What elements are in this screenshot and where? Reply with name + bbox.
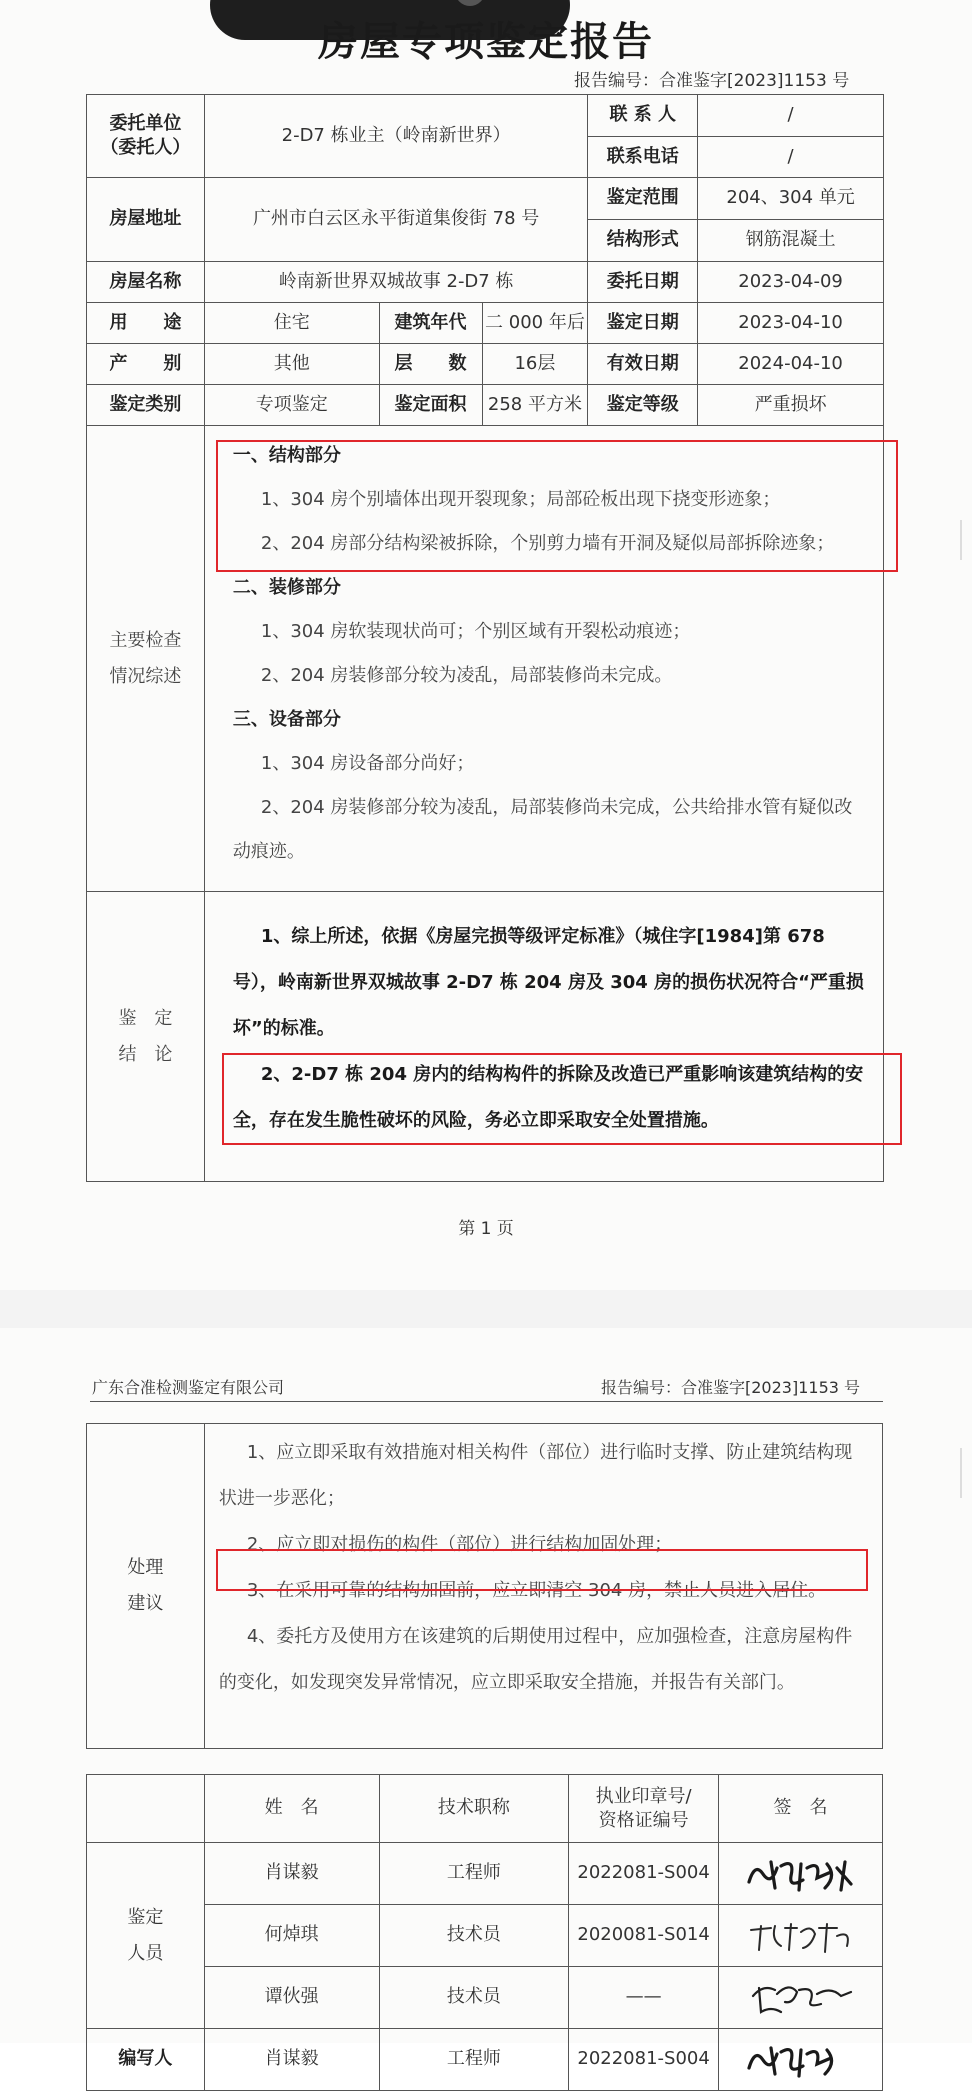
- staff-title: 工程师: [379, 1843, 569, 1905]
- inspection-item: 1、304 房设备部分尚好；: [260, 753, 475, 774]
- address-label: 房屋地址: [87, 178, 205, 262]
- staff-cert: ——: [569, 1967, 719, 2029]
- use-value: 住宅: [204, 303, 379, 344]
- type-label: 鉴定类别: [87, 385, 205, 426]
- header-name: 姓 名: [204, 1775, 379, 1843]
- staff-cert: 2022081-S004: [569, 2029, 719, 2091]
- highlight-box-advice: [216, 1549, 868, 1591]
- signature-cell: [719, 1843, 883, 1905]
- report-number: 报告编号：合准鉴字[2023]1153 号: [574, 71, 850, 91]
- inspection-heading-equipment: 三、设备部分: [232, 709, 341, 730]
- basic-info-table: [86, 94, 884, 1182]
- staff-title: 工程师: [379, 2029, 569, 2091]
- scope-value: 204、304 单元: [698, 178, 884, 220]
- scan-edge: [960, 520, 962, 560]
- writer-group-label: 编写人: [87, 2029, 205, 2091]
- header-cert: 执业印章号/ 资格证编号: [569, 1775, 719, 1843]
- phone-label: 联系电话: [588, 137, 698, 178]
- advice-item: 1、应立即采取有效措施对相关构件（部位）进行临时支撑、防止建筑结构现状进一步恶化；: [218, 1442, 853, 1509]
- report-number-2: 报告编号：合准鉴字[2023]1153 号: [601, 1378, 861, 1397]
- overlay-dot: [455, 0, 485, 6]
- header-signature: 签 名: [719, 1775, 883, 1843]
- floors-label: 层 数: [379, 344, 482, 385]
- advice-label: 处理 建议: [87, 1424, 205, 1749]
- entrust-date-value: 2023-04-09: [698, 262, 884, 303]
- advice-item: 2、应立即对损伤的构件（部位）进行结构加固处理；: [246, 1534, 673, 1555]
- inspection-item: 1、304 房个别墙体出现开裂现象；局部砼板出现下挠变形迹象；: [260, 489, 781, 510]
- contact-value: /: [698, 95, 884, 137]
- signature-cell: [719, 1905, 883, 1967]
- grade-label: 鉴定等级: [588, 385, 698, 426]
- staff-name: 谭伙强: [204, 1967, 379, 2029]
- inspection-label: 主要检查 情况综述: [87, 426, 205, 892]
- inspection-item: 2、204 房装修部分较为凌乱，局部装修尚未完成，公共给排水管有疑似改动痕迹。: [232, 797, 853, 862]
- staff-table: [86, 1774, 883, 2091]
- signature-icon: [741, 1976, 861, 2020]
- floors-value: 16层: [482, 344, 588, 385]
- scope-label: 鉴定范围: [588, 178, 698, 220]
- valid-date-value: 2024-04-10: [698, 344, 884, 385]
- page-number: 第 1 页: [458, 1219, 514, 1239]
- advice-item: 4、委托方及使用方在该建筑的后期使用过程中，应加强检查，注意房屋构件的变化，如发现突发异常情况，应立即采取安全措施，并报告有关部门。: [218, 1626, 853, 1693]
- entrust-date-label: 委托日期: [588, 262, 698, 303]
- signature-cell: [719, 2029, 883, 2091]
- inspection-heading-decoration: 二、装修部分: [232, 577, 341, 598]
- use-label: 用 途: [87, 303, 205, 344]
- grade-value: 严重损坏: [698, 385, 884, 426]
- house-name-label: 房屋名称: [87, 262, 205, 303]
- client-label: 委托单位 （委托人）: [87, 95, 205, 178]
- conclusion-item: 1、综上所述，依据《房屋完损等级评定标准》（城住字[1984]第 678 号），岭南新世界双城故事 2-D7 栋 204 房及 304 房的损伤状况符合“严重损坏”的标准。: [232, 926, 864, 1039]
- staff-name: 肖谋毅: [204, 1843, 379, 1905]
- staff-name: 何焯琪: [204, 1905, 379, 1967]
- type-value: 专项鉴定: [204, 385, 379, 426]
- header-rule: [90, 1401, 883, 1402]
- conclusion-label: 鉴 定 结 论: [87, 892, 205, 1182]
- header-title: 技术职称: [379, 1775, 569, 1843]
- staff-title: 技术员: [379, 1967, 569, 2029]
- property-value: 其他: [204, 344, 379, 385]
- scan-edge: [960, 1448, 962, 1498]
- appraisal-date-value: 2023-04-10: [698, 303, 884, 344]
- era-label: 建筑年代: [379, 303, 482, 344]
- inspection-item: 2、204 房装修部分较为凌乱，局部装修尚未完成。: [260, 665, 673, 686]
- inspection-heading-structure: 一、结构部分: [232, 445, 341, 466]
- report-page-2: [0, 1328, 972, 2070]
- valid-date-label: 有效日期: [588, 344, 698, 385]
- house-name-value: 岭南新世界双城故事 2-D7 栋: [204, 262, 587, 303]
- page-gap: [0, 1290, 972, 1328]
- structure-value: 钢筋混凝土: [698, 220, 884, 262]
- area-label: 鉴定面积: [379, 385, 482, 426]
- staff-corner: [87, 1775, 205, 1843]
- property-label: 产 别: [87, 344, 205, 385]
- advice-item: 3、在采用可靠的结构加固前，应立即清空 304 房，禁止人员进入居住。: [246, 1580, 827, 1601]
- signature-icon: [741, 1854, 861, 1894]
- appraiser-group-label: 鉴定 人员: [87, 1843, 205, 2029]
- inspection-item: 2、204 房部分结构梁被拆除，个别剪力墙有开洞及疑似局部拆除迹象；: [260, 533, 835, 554]
- signature-icon: [741, 2040, 861, 2080]
- inspection-item: 1、304 房软装现状尚可；个别区域有开裂松动痕迹；: [260, 621, 691, 642]
- staff-cert: 2020081-S014: [569, 1905, 719, 1967]
- conclusion-item: 2、2-D7 栋 204 房内的结构构件的拆除及改造已严重影响该建筑结构的安全，存在发生脆性破坏的风险，务必立即采取安全处置措施。: [232, 1064, 864, 1131]
- contact-label: 联 系 人: [588, 95, 698, 137]
- structure-label: 结构形式: [588, 220, 698, 262]
- highlight-box-structure: [216, 440, 898, 572]
- area-value: 258 平方米: [482, 385, 588, 426]
- staff-cert: 2022081-S004: [569, 1843, 719, 1905]
- staff-title: 技术员: [379, 1905, 569, 1967]
- phone-value: /: [698, 137, 884, 178]
- appraisal-date-label: 鉴定日期: [588, 303, 698, 344]
- report-title: 房屋专项鉴定报告: [318, 18, 654, 65]
- address-value: 广州市白云区永平街道集俊街 78 号: [204, 178, 587, 262]
- company-name: 广东合准检测鉴定有限公司: [92, 1378, 285, 1397]
- highlight-box-conclusion: [222, 1053, 902, 1145]
- signature-cell: [719, 1967, 883, 2029]
- client-value: 2-D7 栋业主（岭南新世界）: [204, 95, 587, 178]
- signature-icon: [741, 1916, 861, 1956]
- staff-name: 肖谋毅: [204, 2029, 379, 2091]
- era-value: 二 000 年后: [482, 303, 588, 344]
